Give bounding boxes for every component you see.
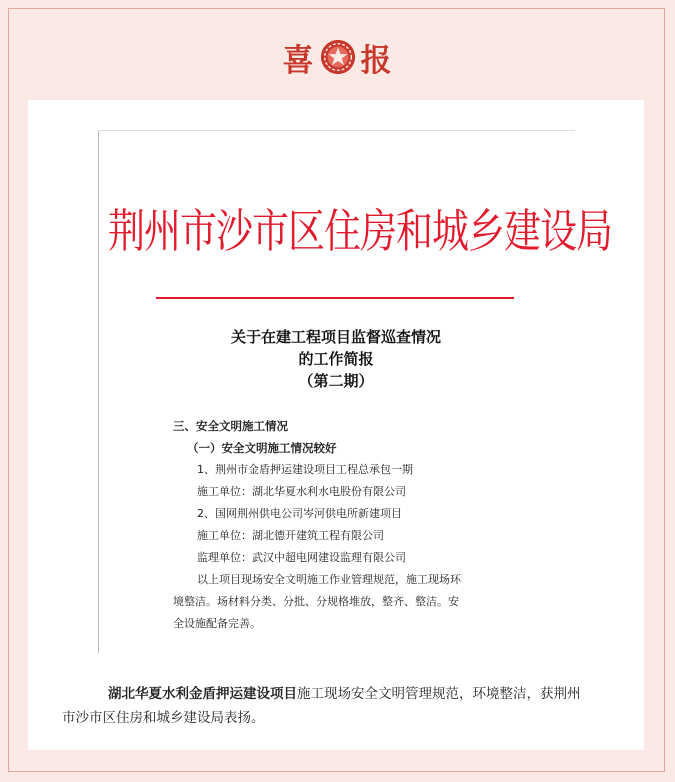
banner-left-char: 喜 xyxy=(282,42,315,79)
section-heading: 三、安全文明施工情况 xyxy=(173,419,288,433)
summary-line-2: 境整洁。场材料分类、分批、分规格堆放，整齐、整洁。安 xyxy=(173,595,459,608)
title-line-3: （第二期） xyxy=(298,372,374,390)
body-line-2: 施工单位：湖北华夏水利水电股份有限公司 xyxy=(197,485,406,498)
document-title xyxy=(98,326,574,392)
content-card xyxy=(28,100,644,750)
red-divider xyxy=(156,297,514,299)
summary-line-3: 全设施配备完善。 xyxy=(173,617,261,630)
caption-text-1: 施工现场安全文明管理规范，环境整洁，获荆州 xyxy=(297,686,581,702)
banner xyxy=(0,34,675,80)
title-line-2: 的工作简报 xyxy=(298,350,374,368)
subsection-heading: （一）安全文明施工情况较好 xyxy=(187,441,337,455)
body-line-3: 2、国网荆州供电公司岑河供电所新建项目 xyxy=(197,507,402,520)
body-line-4: 施工单位：湖北德开建筑工程有限公司 xyxy=(197,529,384,542)
caption-text-2: 市沙市区住房和城乡建设局表扬。 xyxy=(62,710,265,726)
seal-icon xyxy=(319,38,357,76)
bureau-name: 荆州市沙市区住房和城乡建设局 xyxy=(108,204,612,259)
summary-line-1: 以上项目现场安全文明施工作业管理规范，施工现场环 xyxy=(197,573,461,586)
body-line-5: 监理单位：武汉中超电网建设监理有限公司 xyxy=(197,551,406,564)
document-body xyxy=(173,415,513,635)
caption-project-name: 湖北华夏水利金盾押运建设项目 xyxy=(108,686,297,702)
caption xyxy=(62,682,622,730)
banner-right-char: 报 xyxy=(360,42,393,79)
body-line-1: 1、荆州市金盾押运建设项目工程总承包一期 xyxy=(197,463,413,476)
title-line-1: 关于在建工程项目监督巡查情况 xyxy=(230,328,441,346)
